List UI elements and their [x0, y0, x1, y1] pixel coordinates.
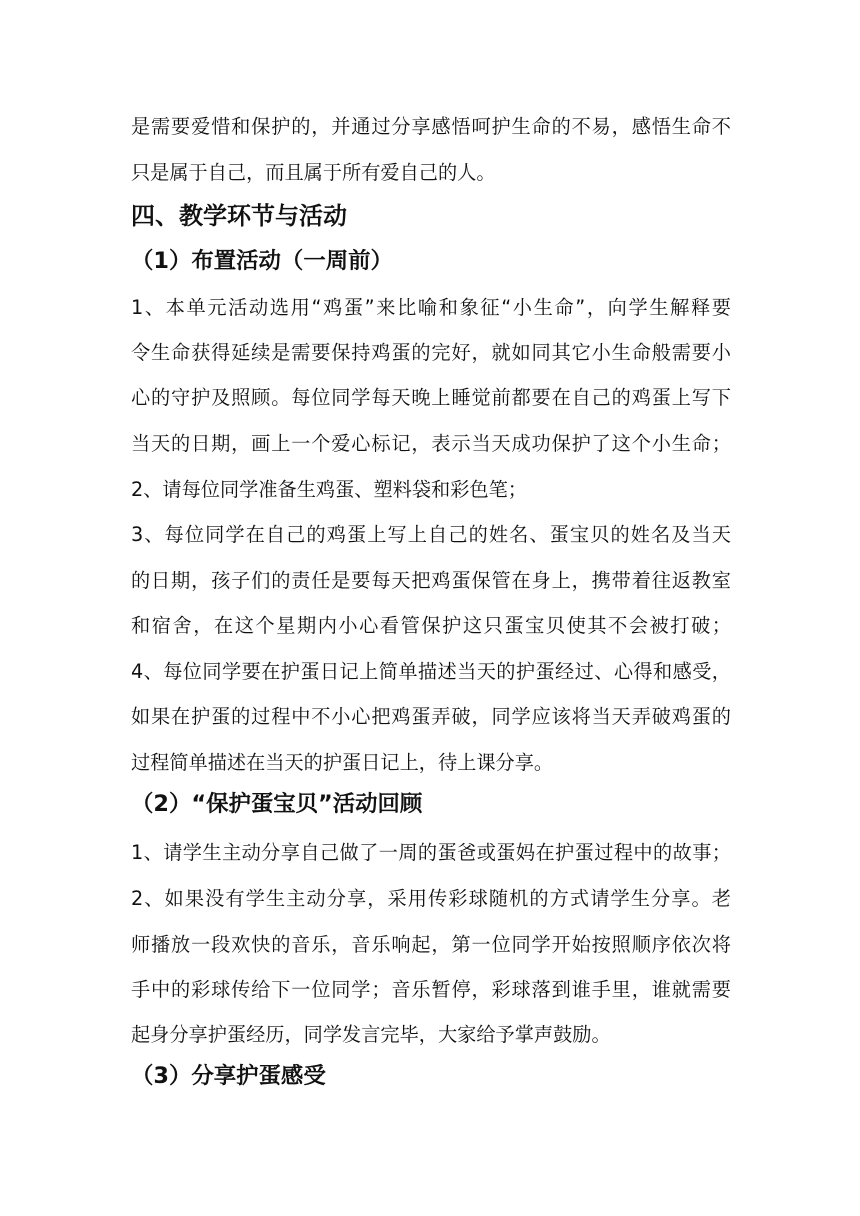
- paragraph-line: 的日期，孩子们的责任是要每天把鸡蛋保管在身上，携带着往返教室: [131, 569, 731, 592]
- subsection-heading: （2）“保护蛋宝贝”活动回顾: [131, 791, 423, 817]
- paragraph-line: 心的守护及照顾。每位同学每天晚上睡觉前都要在自己的鸡蛋上写下: [131, 386, 731, 409]
- subsection-heading: （1）布置活动（一周前）: [131, 248, 393, 274]
- paragraph-line: 2、如果没有学生主动分享，采用传彩球随机的方式请学生分享。老: [131, 887, 731, 910]
- subsection-heading: （3）分享护蛋感受: [131, 1063, 326, 1089]
- paragraph-line: 1、请学生主动分享自己做了一周的蛋爸或蛋妈在护蛋过程中的故事；: [131, 841, 731, 864]
- paragraph-line: 当天的日期，画上一个爱心标记，表示当天成功保护了这个小生命；: [131, 432, 731, 455]
- paragraph-line: 和宿舍，在这个星期内小心看管保护这只蛋宝贝使其不会被打破；: [131, 614, 731, 637]
- paragraph-line: 4、每位同学要在护蛋日记上简单描述当天的护蛋经过、心得和感受，: [131, 660, 731, 683]
- paragraph-line: 过程简单描述在当天的护蛋日记上，待上课分享。: [131, 751, 554, 774]
- paragraph-line: 1、本单元活动选用“鸡蛋”来比喻和象征“小生命”，向学生解释要: [131, 296, 731, 319]
- section-heading: 四、教学环节与活动: [131, 202, 347, 230]
- paragraph-line: 只是属于自己，而且属于所有爱自己的人。: [131, 161, 496, 184]
- paragraph-line: 是需要爱惜和保护的，并通过分享感悟呵护生命的不易，感悟生命不: [131, 115, 731, 138]
- paragraph-line: 手中的彩球传给下一位同学；音乐暂停，彩球落到谁手里，谁就需要: [131, 978, 731, 1001]
- paragraph-line: 如果在护蛋的过程中不小心把鸡蛋弄破，同学应该将当天弄破鸡蛋的: [131, 705, 731, 728]
- paragraph-line: 师播放一段欢快的音乐，音乐响起，第一位同学开始按照顺序依次将: [131, 933, 731, 956]
- paragraph-line: 3、每位同学在自己的鸡蛋上写上自己的姓名、蛋宝贝的姓名及当天: [131, 523, 731, 546]
- paragraph-line: 起身分享护蛋经历，同学发言完毕，大家给予掌声鼓励。: [131, 1023, 611, 1046]
- paragraph-line: 令生命获得延续是需要保持鸡蛋的完好，就如同其它小生命般需要小: [131, 341, 731, 364]
- paragraph-line: 2、请每位同学准备生鸡蛋、塑料袋和彩色笔；: [131, 478, 527, 501]
